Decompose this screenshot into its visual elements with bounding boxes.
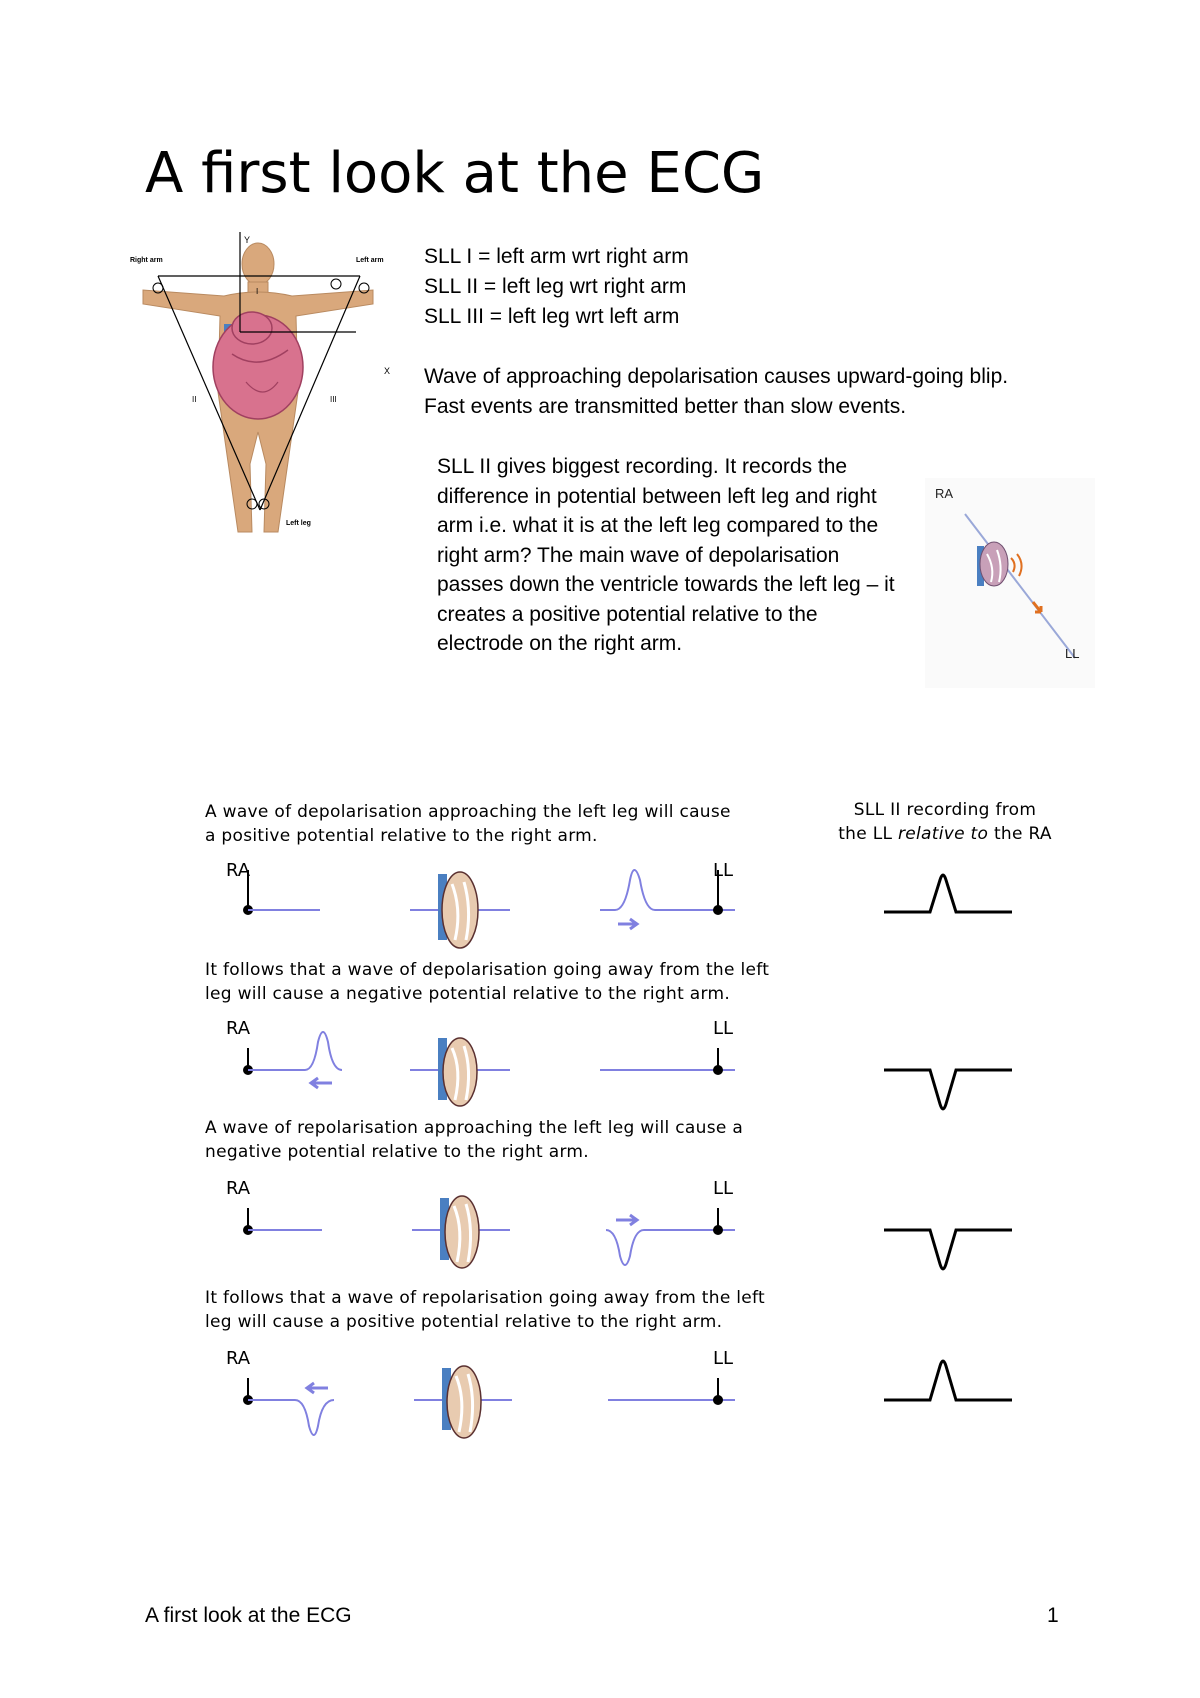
axis-y-label: Y [244, 235, 251, 245]
ra-ll-axis-figure [925, 478, 1095, 688]
ll-wave [606, 1230, 735, 1265]
result-trace-positive [884, 875, 1012, 912]
relative-emphasis: relative to [897, 824, 989, 844]
axis-x-label: X [384, 366, 391, 376]
definition-sll-2: SLL II = left leg wrt right arm [424, 275, 687, 298]
ecg-row-4 [0, 1286, 1200, 1456]
ll-electrode [713, 1378, 723, 1405]
ra-wave [248, 1400, 334, 1435]
small-heart-icon [977, 542, 1008, 586]
ecg-row-1 [0, 800, 1200, 960]
page-number: 1 [1047, 1604, 1059, 1627]
footer-title: A first look at the ECG [145, 1604, 352, 1627]
ll-electrode [713, 1048, 723, 1075]
row-ll-label: LL [713, 1348, 734, 1369]
row-ll-label: LL [713, 1178, 734, 1199]
definition-sll-1: SLL I = left arm wrt right arm [424, 245, 689, 268]
lead-2-label: II [192, 395, 197, 404]
row-ll-label: LL [713, 860, 734, 881]
wave-arrow-icon [311, 1078, 332, 1088]
definition-sll-3: SLL III = left leg wrt left arm [424, 305, 680, 328]
row-caption: A wave of repolarisation approaching the left leg will cause a negative potential relative to the right arm. [205, 1118, 744, 1162]
lead-1-label: I [256, 287, 259, 296]
ra-label: RA [935, 486, 954, 501]
heart-icon [410, 1038, 510, 1106]
recording-header-line-1: SLL II recording from [853, 800, 1037, 820]
einthoven-body-illustration [128, 232, 400, 542]
wave-arrow-icon [616, 1215, 637, 1225]
lead-definitions [424, 242, 689, 332]
wave-notes [424, 362, 1008, 422]
left-leg-label: Left leg [286, 520, 311, 527]
row-ll-label: LL [713, 1018, 734, 1039]
row-ra-label: RA [226, 860, 251, 881]
row-diagram [0, 800, 1200, 960]
row-ra-label: RA [226, 1178, 251, 1199]
ll-electrode [713, 1208, 723, 1235]
left-arm-label: Left arm [356, 257, 384, 264]
ra-wave [248, 1032, 342, 1070]
left-arm-electrode [331, 279, 341, 289]
row-diagram [0, 1116, 1200, 1286]
heart-icon [412, 1196, 510, 1268]
ll-wave [600, 870, 735, 910]
result-trace-negative [884, 1070, 1012, 1109]
wave-note-2: Fast events are transmitted better than slow events. [424, 395, 907, 418]
recording-header-line-2: the LL relative to the RA [838, 824, 1052, 844]
row-caption: A wave of depolarisation approaching the left leg will cause a positive potential relative to the right arm. [205, 802, 731, 846]
result-trace-negative [884, 1230, 1012, 1269]
right-arm-label: Right arm [130, 257, 163, 264]
ecg-row-2 [0, 958, 1200, 1118]
ll-electrode [713, 870, 723, 915]
sll2-paragraph: SLL II gives biggest recording. It records the difference in potential between left leg and right arm i.e. what it is at the left leg compared to the right arm? The main wave of depolarisation passes down the ventricle towards the left leg – it creates a positive potential relative to the electrode on the right arm. [437, 455, 895, 655]
page-title: A first look at the ECG [145, 141, 765, 206]
lead-3-label: III [330, 395, 337, 404]
row-caption: It follows that a wave of repolarisation going away from the left leg will cause a positive potential relative to the right arm. [205, 1288, 766, 1332]
wave-arrow-icon [618, 919, 637, 929]
row-diagram [0, 958, 1200, 1118]
wave-arrow-icon [307, 1383, 328, 1393]
ecg-row-3 [0, 1116, 1200, 1286]
result-trace-positive [884, 1361, 1012, 1400]
heart-icon [414, 1366, 512, 1438]
ll-label: LL [1065, 646, 1080, 661]
row-ra-label: RA [226, 1348, 251, 1369]
row-caption: It follows that a wave of depolarisation going away from the left leg will cause a negative potential relative to the right arm. [205, 960, 770, 1004]
row-diagram [0, 1286, 1200, 1456]
row-ra-label: RA [226, 1018, 251, 1039]
ra-electrode [243, 870, 253, 915]
wave-note-1: Wave of approaching depolarisation causes upward-going blip. [424, 365, 1009, 388]
heart-icon [410, 872, 510, 948]
